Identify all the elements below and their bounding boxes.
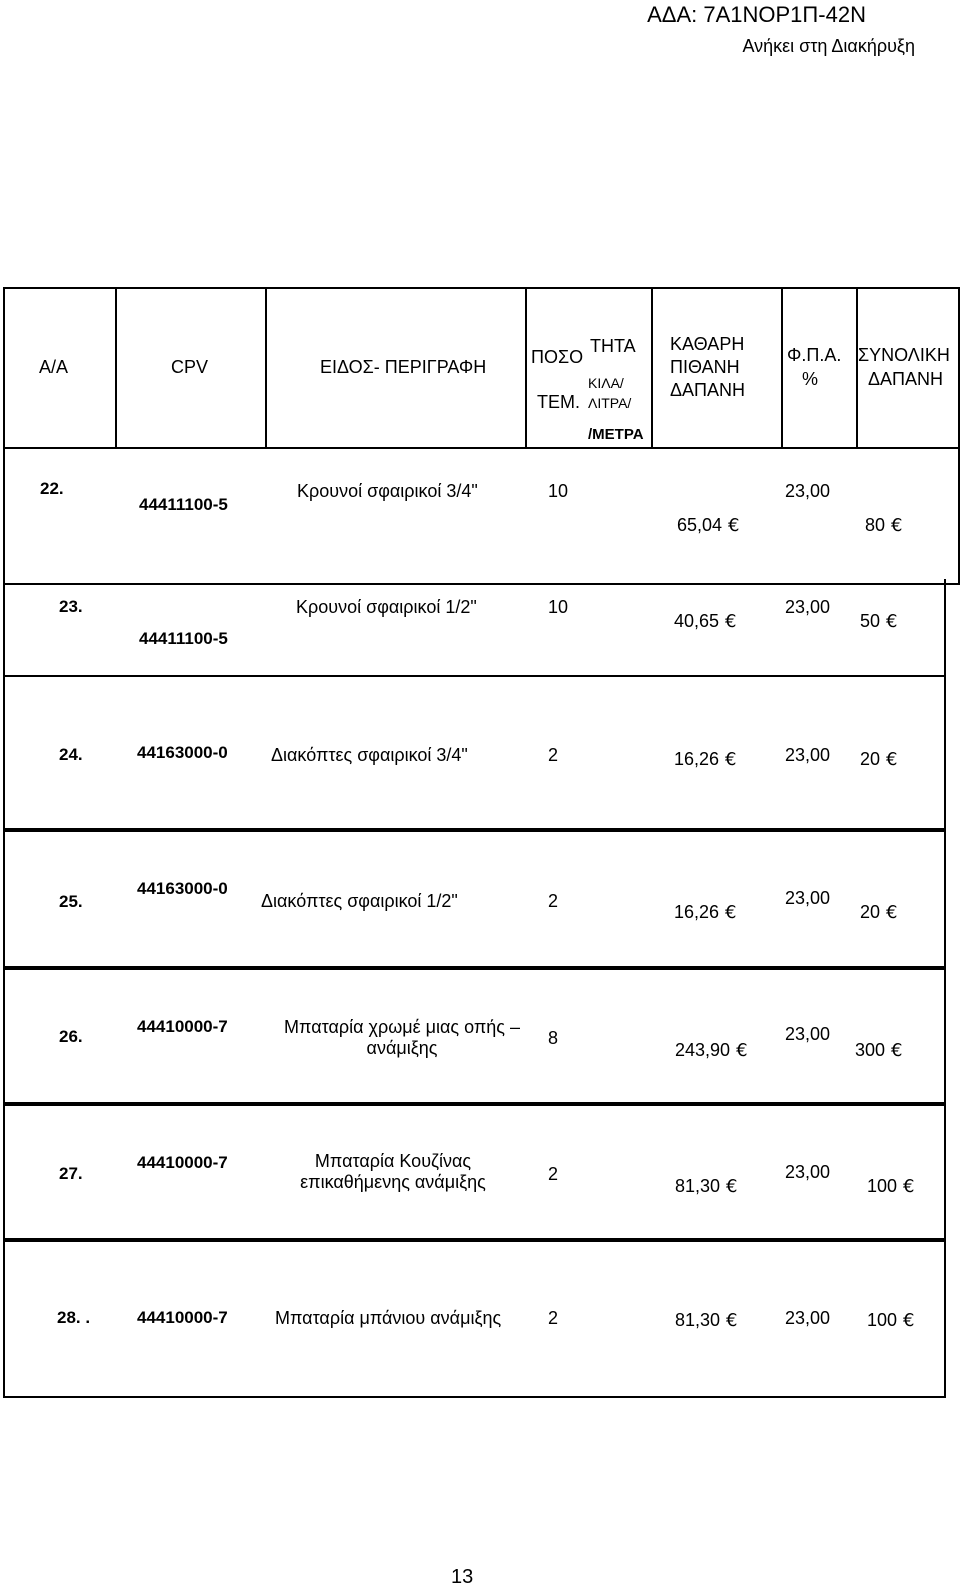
header-total-cost: ΣΥΝΟΛΙΚΗ ΔΑΠΑΝΗ (857, 288, 959, 448)
row-number: 27. (59, 1164, 83, 1183)
euro-icon: € (725, 611, 737, 632)
row-number: 24. (59, 745, 83, 764)
table-row (3, 675, 946, 832)
table-row (3, 1238, 946, 1398)
row-quantity: 2 (548, 1164, 559, 1184)
row-total: 50 € (860, 611, 898, 632)
header-aa: Α/Α (4, 288, 116, 448)
row-cpv: 44163000-0 (137, 743, 228, 762)
row-quantity: 2 (548, 891, 559, 911)
row-cpv: 44410000-7 (137, 1153, 228, 1172)
table-row (3, 579, 946, 677)
euro-icon: € (891, 1040, 903, 1061)
euro-icon: € (725, 902, 737, 923)
euro-icon: € (728, 515, 740, 536)
euro-icon: € (736, 1040, 748, 1061)
row-cpv: 44411100-5 (139, 495, 228, 514)
row-description: Μπαταρία χρωμέ μιας οπής – ανάμιξης (284, 1017, 520, 1058)
row-number: 23. (59, 597, 83, 616)
header-cpv: CPV (116, 288, 266, 448)
euro-icon: € (903, 1310, 915, 1331)
row-total: 20 € (860, 902, 898, 923)
euro-icon: € (891, 515, 903, 536)
header-quantity: ΠΟΣΟ ΤΕΜ. ΤΗΤΑ ΚΙΛΑ/ ΛΙΤΡΑ/ /ΜΕΤΡΑ (526, 288, 652, 448)
row-number: 26. (59, 1027, 83, 1046)
row-description: Μπαταρία Κουζίνας επικαθήμενης ανάμιξης (300, 1151, 486, 1192)
row-total: 100 € (867, 1310, 915, 1331)
row-net-cost: 16,26 € (674, 749, 737, 770)
row-total: 20 € (860, 749, 898, 770)
row-description: Κρουνοί σφαιρικοί 1/2" (296, 597, 477, 617)
row-vat: 23,00 (785, 1024, 831, 1044)
row-total: 80 € (865, 515, 903, 536)
table-row (3, 1102, 946, 1242)
row-vat: 23,00 (785, 1308, 831, 1328)
table-row (3, 966, 946, 1106)
row-quantity: 8 (548, 1028, 559, 1048)
row-net-cost: 243,90 € (675, 1040, 748, 1061)
row-vat: 23,00 (785, 1162, 831, 1182)
header-vat: Φ.Π.Α. % (782, 288, 857, 448)
row-description: Διακόπτες σφαιρικοί 3/4" (271, 745, 468, 765)
euro-icon: € (726, 1310, 738, 1331)
row-vat: 23,00 (785, 745, 831, 765)
table-row (4, 448, 959, 584)
row-quantity: 10 (548, 597, 569, 617)
row-total: 100 € (867, 1176, 915, 1197)
euro-icon: € (903, 1176, 915, 1197)
euro-icon: € (886, 611, 898, 632)
table-header-row (4, 288, 959, 448)
page-number: 13 (451, 1566, 474, 1588)
row-cpv: 44163000-0 (137, 879, 228, 898)
euro-icon: € (886, 902, 898, 923)
row-cpv: 44411100-5 (139, 629, 228, 648)
euro-icon: € (725, 749, 737, 770)
row-number: 28. . (57, 1308, 91, 1327)
euro-icon: € (726, 1176, 738, 1197)
row-description: Μπαταρία μπάνιου ανάμιξης (275, 1308, 502, 1328)
row-vat: 23,00 (785, 597, 831, 617)
row-vat: 23,00 (785, 481, 831, 501)
row-vat: 23,00 (785, 888, 831, 908)
table-row (3, 828, 946, 970)
row-cpv: 44410000-7 (137, 1017, 228, 1036)
row-number: 25. (59, 892, 83, 911)
row-net-cost: 40,65 € (674, 611, 737, 632)
ada-code: ΑΔΑ: 7Α1ΝΟΡ1Π-42Ν (647, 2, 866, 27)
row-net-cost: 16,26 € (674, 902, 737, 923)
procurement-table (3, 287, 960, 585)
header-description: ΕΙΔΟΣ- ΠΕΡΙΓΡΑΦΗ (266, 288, 526, 448)
row-quantity: 2 (548, 1308, 559, 1328)
header-net-cost: ΚΑΘΑΡΗ ΠΙΘΑΝΗ ΔΑΠΑΝΗ (652, 288, 782, 448)
row-quantity: 2 (548, 745, 559, 765)
document-subtitle: Ανήκει στη Διακήρυξη (742, 36, 915, 56)
row-net-cost: 81,30 € (675, 1310, 738, 1331)
row-cpv: 44410000-7 (137, 1308, 228, 1327)
row-number: 22. (40, 479, 64, 498)
row-description: Διακόπτες σφαιρικοί 1/2" (261, 891, 458, 911)
row-quantity: 10 (548, 481, 569, 501)
row-net-cost: 65,04 € (677, 515, 740, 536)
euro-icon: € (886, 749, 898, 770)
row-net-cost: 81,30 € (675, 1176, 738, 1197)
row-description: Κρουνοί σφαιρικοί 3/4" (297, 481, 478, 501)
row-total: 300 € (855, 1040, 903, 1061)
